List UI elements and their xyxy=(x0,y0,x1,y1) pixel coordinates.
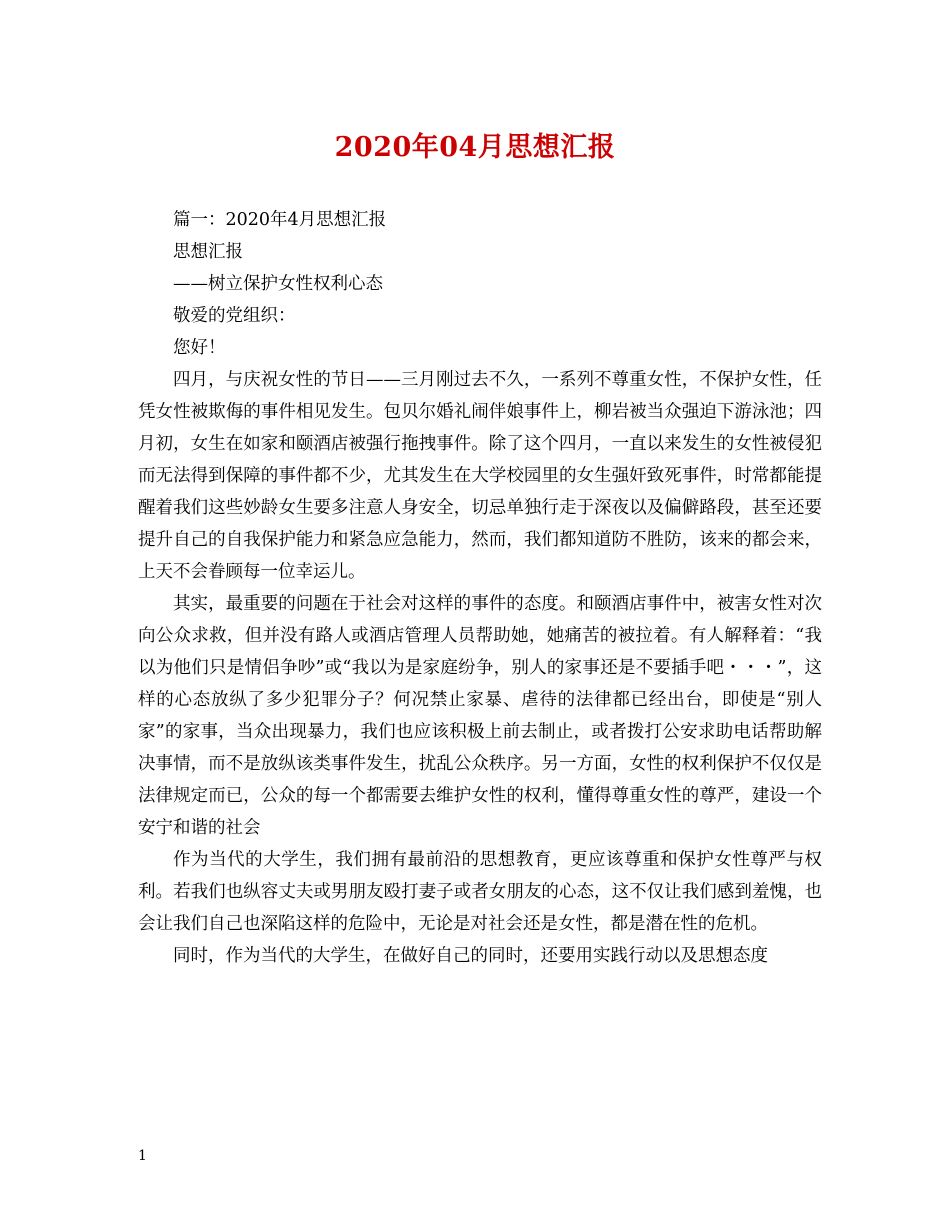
paragraph-report-label: 思想汇报 xyxy=(173,242,243,262)
document-title: 2020年04月思想汇报 xyxy=(334,132,616,163)
paragraph-heading-chapter: 篇一：2020年4月思想汇报 xyxy=(173,210,387,230)
document-body xyxy=(138,204,822,972)
paragraph-body-1: 四月，与庆祝女性的节日——三月刚过去不久，一系列不尊重女性，不保护女性，任凭女性被欺侮的事件相见发生。包贝尔婚礼闹伴娘事件上，柳岩被当众强迫下游泳池；四月初，女生在如家和颐酒店被强行拖拽事件。除了这个四月，一直以来发生的女性被侵犯而无法得到保障的事件都不少，尤其发生在大学校园里的女生强奸致死事件，时常都能提醒着我们这些妙龄女生要多注意人身安全，切忌单独行走于深夜以及偏僻路段，甚至还要提升自己的自我保护能力和紧急应急能力，然而，我们都知道防不胜防，该来的都会来，上天不会眷顾每一位幸运儿。 xyxy=(138,370,822,582)
paragraph-greeting: 您好！ xyxy=(173,338,226,358)
paragraph-subtitle: ——树立保护女性权利心态 xyxy=(173,274,383,294)
page-number: 1 xyxy=(138,1148,147,1164)
paragraph-body-4: 同时，作为当代的大学生，在做好自己的同时，还要用实践行动以及思想态度 xyxy=(173,946,768,966)
paragraph-body-2: 其实，最重要的问题在于社会对这样的事件的态度。和颐酒店事件中，被害女性对次向公众求救，但并没有路人或酒店管理人员帮助她，她痛苦的被拉着。有人解释着：“我以为他们只是情侣争吵”或“我以为是家庭纷争，别人的家事还是不要插手吧・・・”，这样的心态放纵了多少犯罪分子？何况禁止家暴、虐待的法律都已经出台，即使是“别人家”的家事，当众出现暴力，我们也应该积极上前去制止，或者拨打公安求助电话帮助解决事情，而不是放纵该类事件发生，扰乱公众秩序。另一方面，女性的权利保护不仅仅是法律规定而已，公众的每一个都需要去维护女性的权利，懂得尊重女性的尊严，建设一个安宁和谐的社会 xyxy=(138,594,822,838)
paragraph-salutation: 敬爱的党组织： xyxy=(173,306,296,326)
paragraph-body-3: 作为当代的大学生，我们拥有最前沿的思想教育，更应该尊重和保护女性尊严与权利。若我们也纵容丈夫或男朋友殴打妻子或者女朋友的心态，这不仅让我们感到羞愧，也会让我们自己也深陷这样的危险中，无论是对社会还是女性，都是潜在性的危机。 xyxy=(138,850,822,934)
